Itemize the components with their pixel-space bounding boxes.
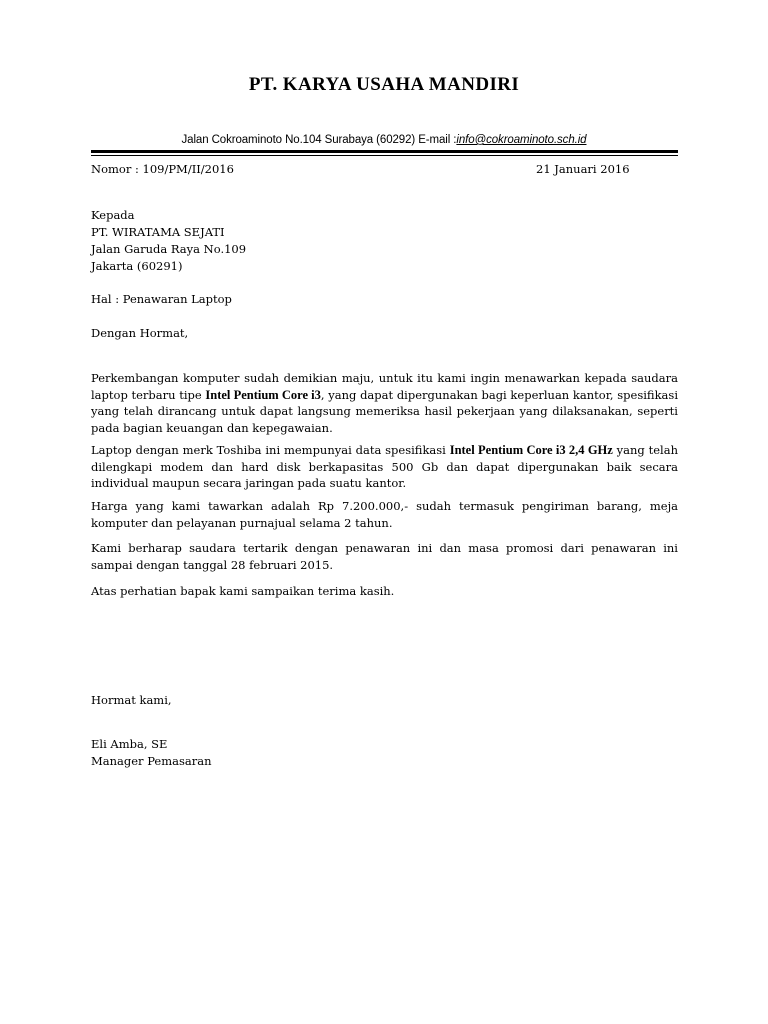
- signature-block: [91, 736, 212, 770]
- letter-date: 21 Januari 2016: [536, 162, 630, 176]
- recipient-line: Jalan Garuda Raya No.109: [91, 242, 247, 256]
- company-name: PT. KARYA USAHA MANDIRI: [248, 74, 520, 95]
- body-paragraph-5: Atas perhatian bapak kami sampaikan terima kasih.: [91, 584, 395, 598]
- recipient-block: [91, 207, 246, 275]
- paragraph-text: Laptop dengan merk Toshiba ini mempunyai data spesifikasi: [91, 443, 450, 457]
- paragraph-text: , yang dapat dipergunakan bagi keperluan kantor, spesifikasi yang telah dirancang untuk dapat langsung memeriksa hasil pekerjaan yang dilaksanakan, seperti pada bagian keuangan dan kepegawaian.: [91, 387, 678, 435]
- product-name-bold: Intel Pentium Core i3: [205, 387, 321, 402]
- recipient-line: Jakarta (60291): [91, 259, 183, 273]
- recipient-line: PT. WIRATAMA SEJATI: [91, 225, 225, 239]
- product-spec-bold: Intel Pentium Core i3 2,4 GHz: [449, 443, 613, 457]
- signatory-title: Manager Pemasaran: [91, 754, 212, 768]
- body-paragraph-3: Harga yang kami tawarkan adalah Rp 7.200.000,- sudah termasuk pengiriman barang, meja komputer dan pelayanan purnajual selama 2 tahun.: [91, 499, 678, 530]
- body-paragraph-4: Kami berharap saudara tertarik dengan penawaran ini dan masa promosi dari penawaran ini sampai dengan tanggal 28 februari 2015.: [91, 541, 678, 572]
- body-paragraph-1: [91, 370, 678, 436]
- subject-line: Hal : Penawaran Laptop: [91, 292, 232, 306]
- closing: Hormat kami,: [91, 693, 172, 707]
- signatory-name: Eli Amba, SE: [91, 737, 168, 751]
- letterhead-rule-thick: [91, 150, 678, 153]
- letterhead-rule-thin: [91, 155, 678, 156]
- recipient-line: Kepada: [91, 208, 135, 222]
- greeting: Dengan Hormat,: [91, 326, 189, 340]
- letter-number: Nomor : 109/PM/II/2016: [91, 162, 234, 176]
- paragraph-text: Perkembangan komputer sudah demikian maju, untuk itu kami ingin menawarkan kepada saudara laptop terbaru tipe: [91, 371, 678, 402]
- body-paragraph-2: [91, 442, 678, 492]
- address-text: Jalan Cokroaminoto No.104 Surabaya (60292) E-mail :: [181, 134, 457, 146]
- company-address: [0, 134, 768, 146]
- paragraph-text: yang telah dilengkapi modem dan hard disk berkapasitas 500 Gb dan dapat dipergunakan baik secara individual maupun secara jaringan pada suatu kantor.: [91, 443, 678, 490]
- email-link[interactable]: info@cokroaminoto.sch.id: [456, 134, 587, 146]
